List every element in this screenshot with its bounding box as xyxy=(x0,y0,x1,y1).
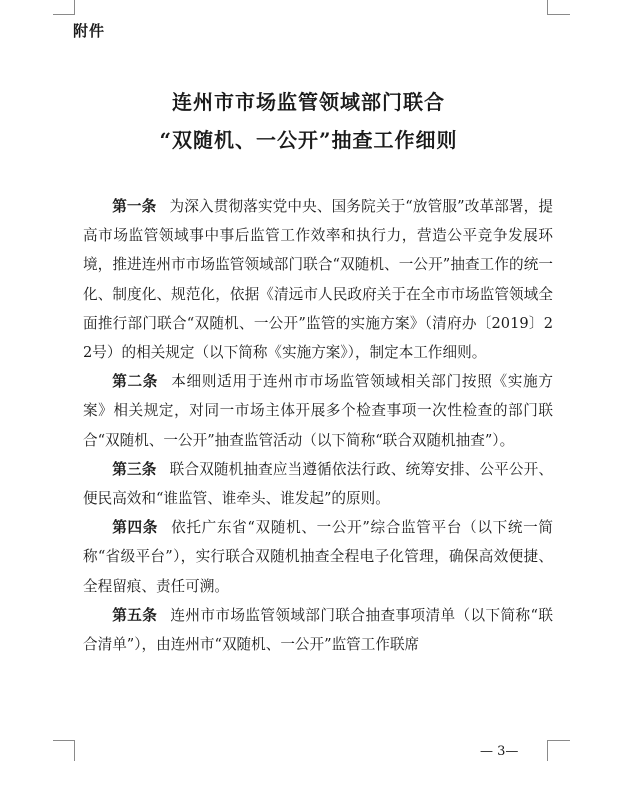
attachment-label: 附件 xyxy=(73,22,106,40)
page-number: — 3— xyxy=(480,744,519,759)
document-title-line-2: “双随机、一公开”抽查工作细则 xyxy=(159,128,458,152)
crop-mark-bottom-left xyxy=(53,740,75,761)
article-paragraph xyxy=(83,192,553,367)
article-heading: 第四条 xyxy=(112,519,158,537)
article-text: 为深入贯彻落实党中央、国务院关于“放管服”改革部署，提高市场监管领域事中事后监管工作效率和执行力，营造公平竞争发展环境，推进连州市市场监管领域部门联合“双随机、一公开”抽查工作的统一化、制度化、规范化，依据《清远市人民政府关于在全市市场监管领域全面推行部门联合“双随机、一公开”监管的实施方案》（清府办〔2019〕22号）的相关规定（以下简称《实施方案》），制定本工作细则。 xyxy=(83,198,553,362)
article-paragraph xyxy=(83,601,553,659)
article-text: 联合双随机抽查应当遵循依法行政、统筹安排、公平公开、便民高效和“谁监管、谁牵头、谁发起”的原则。 xyxy=(83,460,553,508)
document-title-line-1: 连州市市场监管领域部门联合 xyxy=(172,90,445,114)
article-heading: 第五条 xyxy=(112,606,158,624)
article-text: 本细则适用于连州市市场监管领域相关部门按照《实施方案》相关规定，对同一市场主体开展多个检查事项一次性检查的部门联合“双随机、一公开”抽查监管活动（以下简称“联合双随机抽查”）。 xyxy=(83,373,553,449)
article-text: 连州市市场监管领域部门联合抽查事项清单（以下简称“联合清单”），由连州市“双随机、一公开”监管工作联席 xyxy=(83,606,553,654)
article-text: 依托广东省“双随机、一公开”综合监管平台（以下统一简称“省级平台”），实行联合双随机抽查全程电子化管理，确保高效便捷、全程留痕、责任可溯。 xyxy=(83,519,553,595)
article-paragraph xyxy=(83,513,553,601)
article-heading: 第三条 xyxy=(112,460,157,478)
article-heading: 第二条 xyxy=(112,373,159,391)
article-paragraph xyxy=(83,455,553,513)
crop-mark-bottom-right xyxy=(547,740,570,761)
article-paragraph xyxy=(83,367,553,455)
crop-mark-top-right xyxy=(547,0,570,15)
document-body xyxy=(83,192,553,659)
article-heading: 第一条 xyxy=(112,198,157,215)
crop-mark-top-left xyxy=(53,0,75,15)
